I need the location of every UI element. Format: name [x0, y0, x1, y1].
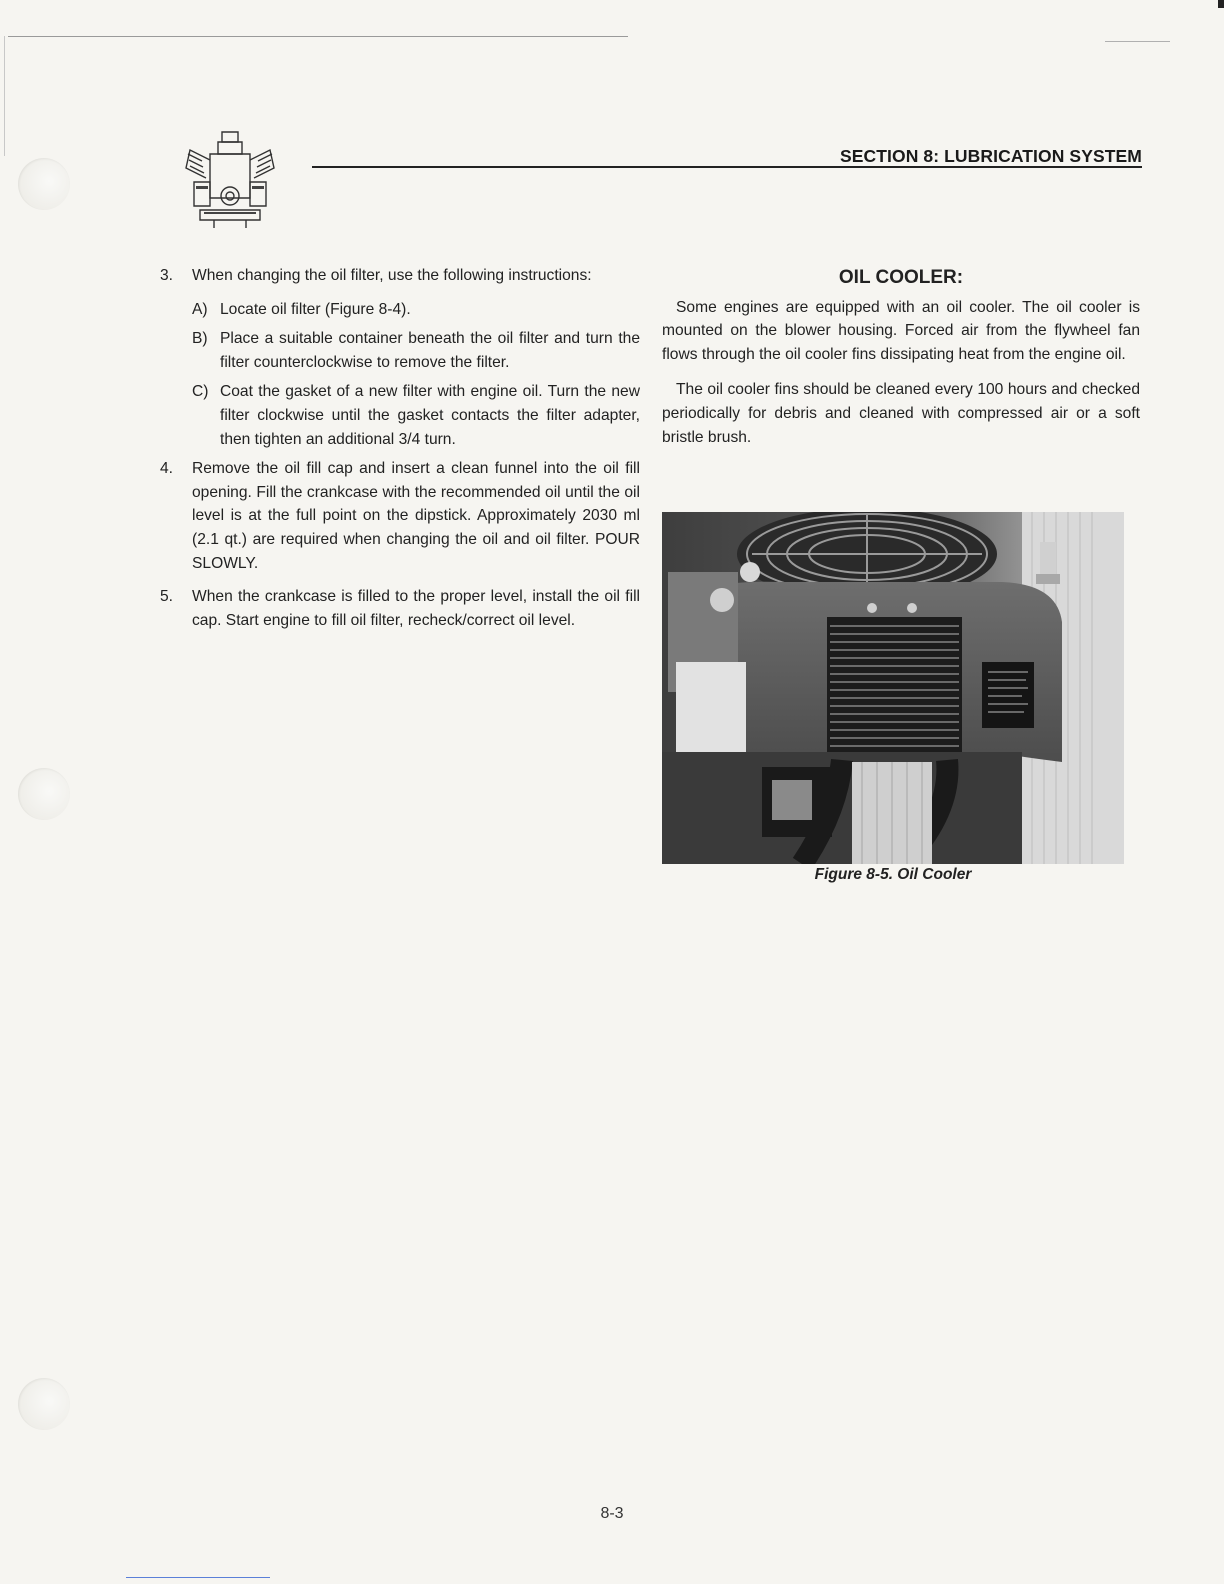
binder-hole-top	[18, 158, 70, 210]
item-text: When changing the oil filter, use the following instructions:	[192, 267, 592, 284]
item-number: 5.	[160, 588, 174, 606]
sub-list-item	[160, 298, 640, 322]
item-number: 4.	[160, 460, 174, 478]
paragraph: Some engines are equipped with an oil cooler. The oil cooler is mounted on the blower housing. Forced air from the flywheel fan flows through the oil cooler fins dissipating heat from the engine oil.	[662, 298, 1140, 363]
page-number: 8-3	[600, 1505, 624, 1522]
section-title: SECTION 8: LUBRICATION SYSTEM	[839, 146, 1142, 166]
scan-line-top	[8, 36, 628, 37]
list-item	[160, 585, 640, 632]
left-column	[160, 264, 640, 642]
oil-cooler-heading: OIL COOLER:	[838, 267, 964, 288]
binder-hole-bottom	[18, 1378, 70, 1430]
item-text: Remove the oil fill cap and insert a clean funnel into the oil fill opening. Fill the crankcase with the recommended oil until the oil level is at the full point on the dipstick. Approximately 2030 ml (2.1 qt.) are required when changing the oil and oil filter. POUR SLOWLY.	[192, 460, 640, 572]
oil-cooler-photo	[662, 512, 1124, 864]
sub-item-letter: C)	[192, 383, 209, 401]
binder-hole-middle	[18, 768, 70, 820]
sub-list-item	[160, 327, 640, 374]
scan-line-top-right	[1105, 41, 1170, 42]
item-number: 3.	[160, 267, 174, 284]
sub-item-text: Coat the gasket of a new filter with engine oil. Turn the new filter clockwise until the gasket contacts the filter adapter, then tighten an additional 3/4 turn.	[220, 383, 640, 448]
list-item	[160, 264, 640, 288]
corner-mark	[1218, 0, 1224, 8]
sub-item-text: Locate oil filter (Figure 8-4).	[220, 300, 411, 318]
bottom-mark	[126, 1577, 270, 1578]
list-item	[160, 457, 640, 575]
sub-item-text: Place a suitable container beneath the oil filter and turn the filter counterclockwise to remove the filter.	[220, 330, 640, 371]
right-column	[662, 266, 1140, 461]
engine-logo-icon	[180, 124, 280, 234]
scan-edge-left	[4, 36, 5, 156]
figure-caption: Figure 8-5. Oil Cooler	[814, 866, 972, 883]
sub-item-letter: A)	[192, 300, 208, 318]
sub-item-letter: B)	[192, 330, 208, 348]
sub-list-item	[160, 380, 640, 451]
item-text: When the crankcase is filled to the proper level, install the oil fill cap. Start engine to fill oil filter, recheck/correct oil level.	[192, 588, 640, 629]
paragraph: The oil cooler fins should be cleaned every 100 hours and checked periodically for debris and cleaned with compressed air or a soft bristle brush.	[662, 381, 1140, 446]
